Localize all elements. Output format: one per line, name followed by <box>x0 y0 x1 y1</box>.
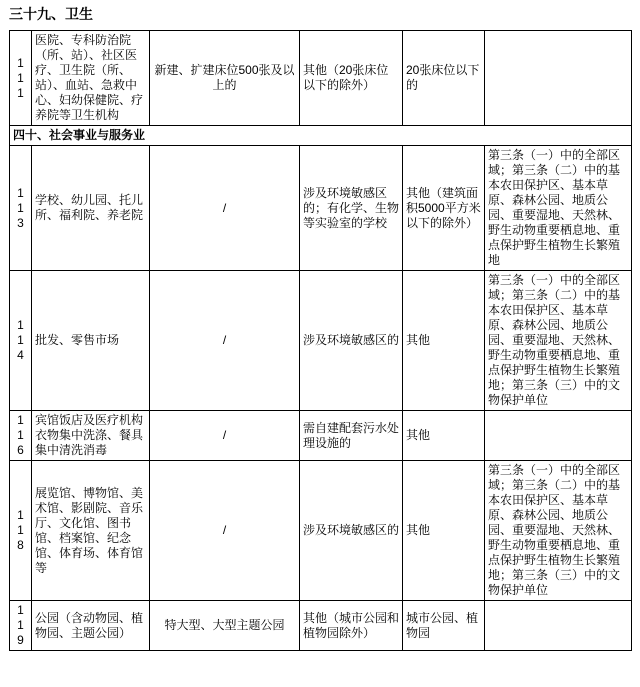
row-note: 第三条（一）中的全部区域；第三条（二）中的基本农田保护区、基本草原、森林公园、地质公园、重要湿地、天然林、野生动物重要栖息地、重点保护野生植物生长繁殖地 <box>485 146 632 271</box>
row-form: 涉及环境敏感区的 <box>300 271 403 411</box>
row-form: 其他（城市公园和植物园除外） <box>300 601 403 651</box>
row-name: 宾馆饭店及医疗机构衣物集中洗涤、餐具集中清洗消毒 <box>32 411 150 461</box>
section-title: 四十、社会事业与服务业 <box>10 126 632 146</box>
row-registration: 其他 <box>403 411 485 461</box>
page-title: 三十九、卫生 <box>9 6 93 22</box>
table-row <box>10 461 632 601</box>
row-form: 涉及环境敏感区的；有化学、生物等实验室的学校 <box>300 146 403 271</box>
row-registration: 其他 <box>403 271 485 411</box>
row-report: / <box>150 271 300 411</box>
row-registration: 其他（建筑面积5000平方米以下的除外） <box>403 146 485 271</box>
table-row <box>10 31 632 126</box>
row-number: 1 1 6 <box>10 411 32 461</box>
table-row <box>10 411 632 461</box>
row-registration: 20张床位以下的 <box>403 31 485 126</box>
row-number: 1 1 1 <box>10 31 32 126</box>
row-registration: 城市公园、植物园 <box>403 601 485 651</box>
row-note: 第三条（一）中的全部区域；第三条（二）中的基本农田保护区、基本草原、森林公园、地质公园、重要湿地、天然林、野生动物重要栖息地、重点保护野生植物生长繁殖地；第三条（三）中的文物保护单位 <box>485 461 632 601</box>
table-row <box>10 271 632 411</box>
row-name: 展览馆、博物馆、美术馆、影剧院、音乐厅、文化馆、图书馆、档案馆、纪念馆、体育场、体育馆等 <box>32 461 150 601</box>
row-name: 公园（含动物园、植物园、主题公园） <box>32 601 150 651</box>
row-number: 1 1 4 <box>10 271 32 411</box>
row-number: 1 1 9 <box>10 601 32 651</box>
row-number: 1 1 3 <box>10 146 32 271</box>
row-form: 需自建配套污水处理设施的 <box>300 411 403 461</box>
table-row <box>10 146 632 271</box>
row-note <box>485 31 632 126</box>
row-registration: 其他 <box>403 461 485 601</box>
row-note <box>485 601 632 651</box>
table-section-row <box>10 126 632 146</box>
row-note: 第三条（一）中的全部区域；第三条（二）中的基本农田保护区、基本草原、森林公园、地质公园、重要湿地、天然林、野生动物重要栖息地、重点保护野生植物生长繁殖地；第三条（三）中的文物保护单位 <box>485 271 632 411</box>
row-report: 新建、扩建床位500张及以上的 <box>150 31 300 126</box>
row-report: / <box>150 411 300 461</box>
row-number: 1 1 8 <box>10 461 32 601</box>
row-form: 其他（20张床位以下的除外） <box>300 31 403 126</box>
row-name: 医院、专科防治院（所、站）、社区医疗、卫生院（所、站）、血站、急救中心、妇幼保健院、疗养院等卫生机构 <box>32 31 150 126</box>
row-report: 特大型、大型主题公园 <box>150 601 300 651</box>
row-report: / <box>150 461 300 601</box>
row-name: 批发、零售市场 <box>32 271 150 411</box>
row-report: / <box>150 146 300 271</box>
table-row <box>10 601 632 651</box>
row-note <box>485 411 632 461</box>
row-form: 涉及环境敏感区的 <box>300 461 403 601</box>
catalog-table <box>9 30 632 651</box>
row-name: 学校、幼儿园、托儿所、福利院、养老院 <box>32 146 150 271</box>
